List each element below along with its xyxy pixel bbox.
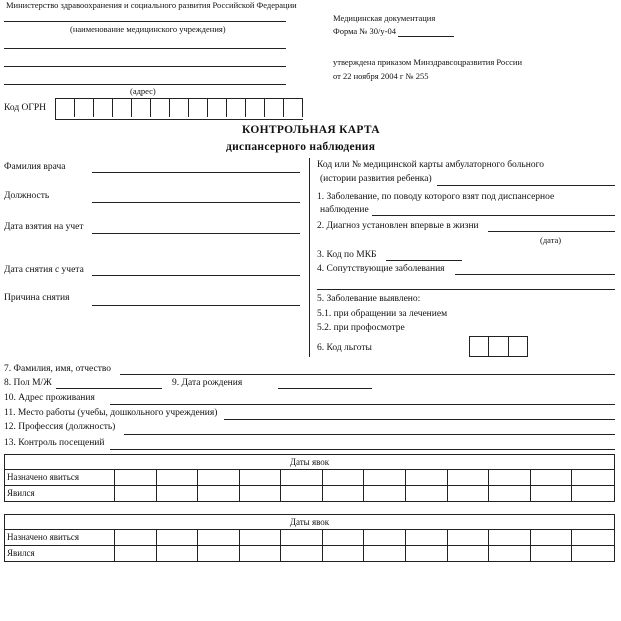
- visit-date-cell[interactable]: [157, 530, 199, 545]
- position-field[interactable]: [92, 202, 300, 203]
- date-registered-label: Дата взятия на учет: [4, 222, 84, 232]
- benefit-code-boxes[interactable]: [469, 336, 528, 357]
- visit-date-cell[interactable]: [489, 530, 531, 545]
- visit-date-cell[interactable]: [240, 470, 282, 485]
- ogrn-digit-box[interactable]: [246, 99, 265, 117]
- form-number: Форма № 30/у-04: [333, 26, 396, 36]
- fio-field[interactable]: [120, 374, 615, 375]
- org-name-line-2[interactable]: [4, 48, 286, 49]
- ogrn-digit-box[interactable]: [151, 99, 170, 117]
- date-caption: (дата): [540, 235, 562, 245]
- visits-row-label: Назначено явиться: [5, 530, 115, 545]
- visit-date-cell[interactable]: [406, 486, 448, 501]
- doctor-surname-label: Фамилия врача: [4, 162, 66, 172]
- visit-date-cell[interactable]: [281, 486, 323, 501]
- ogrn-code-boxes[interactable]: [55, 98, 303, 120]
- visit-date-cell[interactable]: [323, 530, 365, 545]
- visit-date-cell[interactable]: [448, 530, 490, 545]
- visit-date-cell[interactable]: [406, 530, 448, 545]
- visit-date-cell[interactable]: [572, 546, 614, 561]
- ogrn-digit-box[interactable]: [94, 99, 113, 117]
- visit-date-cell[interactable]: [240, 546, 282, 561]
- card-code-caption: (истории развития ребенка): [320, 174, 432, 184]
- visit-date-cell[interactable]: [281, 546, 323, 561]
- visit-date-cell[interactable]: [281, 530, 323, 545]
- visit-date-cell[interactable]: [115, 486, 157, 501]
- approved-date: от 22 ноября 2004 г № 255: [333, 71, 429, 81]
- column-divider: [309, 158, 310, 357]
- fio-label: 7. Фамилия, имя, отчество: [4, 364, 112, 374]
- address-caption: (адрес): [130, 86, 156, 96]
- visit-date-cell[interactable]: [448, 546, 490, 561]
- visit-date-cell[interactable]: [198, 486, 240, 501]
- visit-date-cell[interactable]: [406, 546, 448, 561]
- visits-table: [4, 514, 615, 562]
- visits-table-row: [5, 486, 614, 501]
- visit-date-cell[interactable]: [323, 470, 365, 485]
- card-subtitle: диспансерного наблюдения: [226, 141, 376, 153]
- workplace-label: 11. Место работы (учебы, дошкольного учреждения): [4, 408, 218, 418]
- visit-date-cell[interactable]: [364, 546, 406, 561]
- disease-field[interactable]: [372, 215, 615, 216]
- visit-date-cell[interactable]: [364, 486, 406, 501]
- birth-date-field[interactable]: [278, 388, 372, 389]
- detected-checkup-label: 5.2. при профосмотре: [317, 323, 405, 333]
- visit-date-cell[interactable]: [323, 486, 365, 501]
- date-registered-field[interactable]: [92, 233, 300, 234]
- visit-date-cell[interactable]: [157, 486, 199, 501]
- doctor-surname-field[interactable]: [92, 172, 300, 173]
- disease-label: 1. Заболевание, по поводу которого взят под диспансерное: [317, 192, 555, 202]
- detected-treatment-label: 5.1. при обращении за лечением: [317, 309, 448, 319]
- visit-date-cell[interactable]: [489, 546, 531, 561]
- org-name-caption: (наименование медицинского учреждения): [70, 24, 226, 34]
- ogrn-digit-box[interactable]: [56, 99, 75, 117]
- ministry-heading: Министерство здравоохранения и социального развития Российской Федерации: [6, 0, 297, 10]
- visit-date-cell[interactable]: [281, 470, 323, 485]
- visits-table-header: Даты явок: [5, 515, 614, 530]
- visit-date-cell[interactable]: [115, 546, 157, 561]
- visit-date-cell[interactable]: [489, 486, 531, 501]
- visits-table-header: Даты явок: [5, 455, 614, 470]
- address-line[interactable]: [4, 84, 286, 85]
- card-title: КОНТРОЛЬНАЯ КАРТА: [242, 124, 380, 136]
- visit-date-cell[interactable]: [115, 530, 157, 545]
- comorbid-field-2[interactable]: [317, 289, 615, 290]
- approved-by-order: утверждена приказом Минздравсоцразвития России: [333, 57, 522, 67]
- comorbid-label: 4. Сопутствующие заболевания: [317, 264, 445, 274]
- diagnosis-first-label: 2. Диагноз установлен впервые в жизни: [317, 221, 479, 231]
- ogrn-digit-box[interactable]: [189, 99, 208, 117]
- card-code-field[interactable]: [437, 185, 615, 186]
- medical-documentation-label: Медицинская документация: [333, 13, 436, 23]
- visit-date-cell[interactable]: [115, 470, 157, 485]
- visit-control-field[interactable]: [110, 449, 615, 450]
- visit-date-cell[interactable]: [157, 546, 199, 561]
- ogrn-digit-box[interactable]: [265, 99, 284, 117]
- detected-label: 5. Заболевание выявлено:: [317, 294, 421, 304]
- date-removed-label: Дата снятия с учета: [4, 265, 84, 275]
- visit-date-cell[interactable]: [406, 470, 448, 485]
- visit-date-cell[interactable]: [448, 470, 490, 485]
- visit-date-cell[interactable]: [198, 530, 240, 545]
- visit-control-label: 13. Контроль посещений: [4, 438, 105, 448]
- visit-date-cell[interactable]: [531, 530, 573, 545]
- visit-date-cell[interactable]: [198, 470, 240, 485]
- visit-date-cell[interactable]: [157, 470, 199, 485]
- ogrn-digit-box[interactable]: [75, 99, 94, 117]
- address-label: 10. Адрес проживания: [4, 393, 95, 403]
- visit-date-cell[interactable]: [198, 546, 240, 561]
- visit-date-cell[interactable]: [240, 486, 282, 501]
- visits-row-label: Явился: [5, 546, 115, 561]
- removal-reason-field[interactable]: [92, 305, 300, 306]
- ogrn-label: Код ОГРН: [4, 103, 47, 113]
- visit-date-cell[interactable]: [489, 470, 531, 485]
- visit-date-cell[interactable]: [531, 470, 573, 485]
- visit-date-cell[interactable]: [240, 530, 282, 545]
- visit-date-cell[interactable]: [364, 530, 406, 545]
- form-number-line: [398, 36, 454, 37]
- diagnosis-date-field[interactable]: [488, 231, 615, 232]
- removal-reason-label: Причина снятия: [4, 293, 70, 303]
- card-code-label: Код или № медицинской карты амбулаторного больного: [317, 160, 544, 170]
- workplace-field[interactable]: [224, 419, 615, 420]
- profession-field[interactable]: [124, 434, 615, 435]
- visits-row-label: Явился: [5, 486, 115, 501]
- date-removed-field[interactable]: [92, 275, 300, 276]
- comorbid-field[interactable]: [455, 274, 615, 275]
- ogrn-digit-box[interactable]: [208, 99, 227, 117]
- sex-field[interactable]: [56, 388, 162, 389]
- benefit-code-label: 6. Код льготы: [317, 343, 372, 353]
- ogrn-digit-box[interactable]: [227, 99, 246, 117]
- profession-label: 12. Профессия (должность): [4, 422, 116, 432]
- visits-table-row: [5, 470, 614, 486]
- visit-date-cell[interactable]: [448, 486, 490, 501]
- org-name-line-3[interactable]: [4, 66, 286, 67]
- disease-label-cont: наблюдение: [320, 205, 369, 215]
- mkb-code-label: 3. Код по МКБ: [317, 250, 377, 260]
- visits-table-row: [5, 546, 614, 561]
- ogrn-digit-box[interactable]: [284, 99, 303, 117]
- visit-date-cell[interactable]: [572, 486, 614, 501]
- visit-date-cell[interactable]: [323, 546, 365, 561]
- sex-label: 8. Пол М/Ж: [4, 378, 52, 388]
- visit-date-cell[interactable]: [572, 530, 614, 545]
- position-label: Должность: [4, 191, 50, 201]
- visit-date-cell[interactable]: [531, 546, 573, 561]
- mkb-code-field[interactable]: [386, 260, 462, 261]
- org-name-line[interactable]: [4, 21, 286, 22]
- visits-table: [4, 454, 615, 502]
- visit-date-cell[interactable]: [531, 486, 573, 501]
- visit-date-cell[interactable]: [572, 470, 614, 485]
- ogrn-digit-box[interactable]: [132, 99, 151, 117]
- visit-date-cell[interactable]: [364, 470, 406, 485]
- ogrn-digit-box[interactable]: [113, 99, 132, 117]
- visits-row-label: Назначено явиться: [5, 470, 115, 485]
- ogrn-digit-box[interactable]: [170, 99, 189, 117]
- address-field[interactable]: [110, 404, 615, 405]
- birth-date-label: 9. Дата рождения: [172, 378, 243, 388]
- visits-table-row: [5, 530, 614, 546]
